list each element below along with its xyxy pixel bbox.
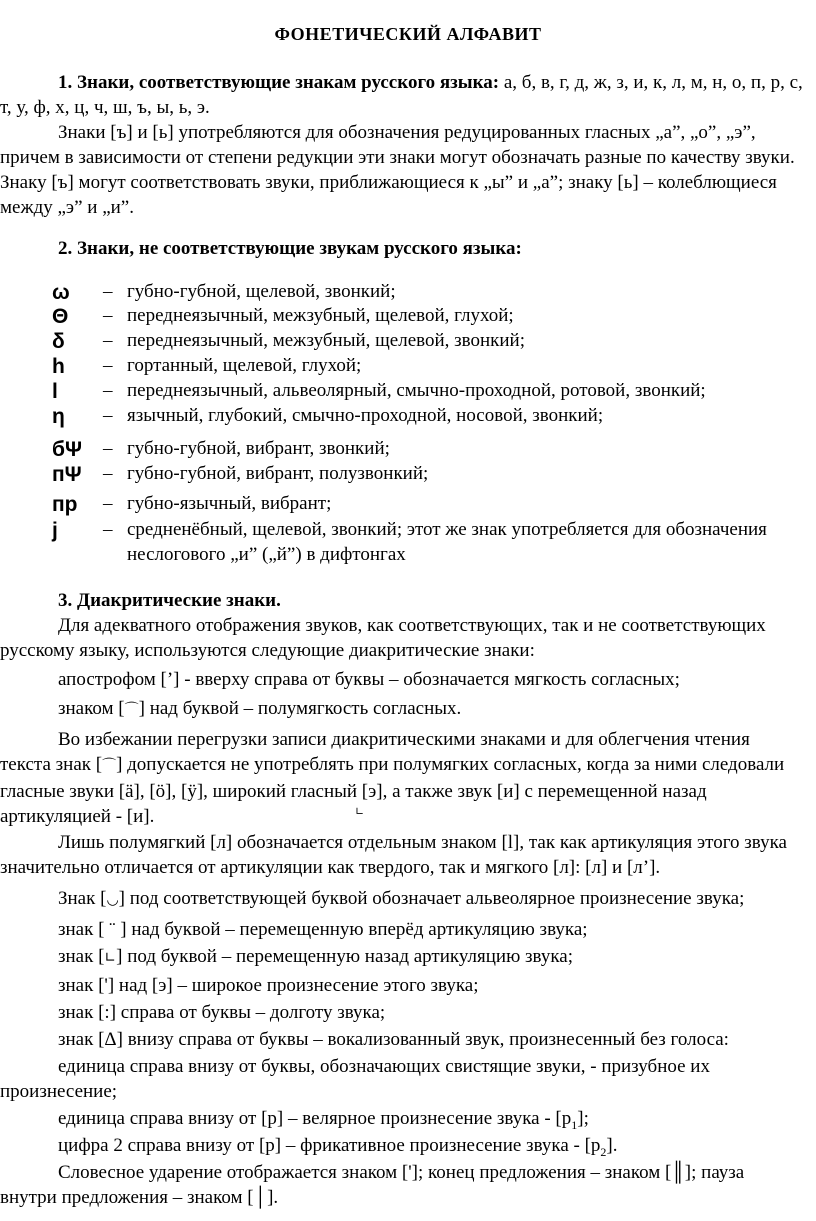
symbol-row (0, 517, 800, 567)
section-1-paragraph: Знаки [ъ] и [ь] употребляются для обозначения редуцированных гласных „а”, „о”, „э”, причем в зависимости от степени редукции эти знаки могут обозначать разные по качеству звуки. Знаку [ъ] могут соответствовать звуки, приближающиеся к „ы” и „а”; знаку [ь] – колеблющиеся между „э” и „и”. (0, 122, 795, 218)
phonetic-symbol: l (52, 380, 58, 403)
page-title: ФОНЕТИЧЕСКИЙ АЛФАВИТ (274, 24, 542, 44)
phonetic-symbol: пр (52, 493, 78, 516)
symbol-row (0, 403, 800, 428)
stress-paragraph: Словесное ударение отображается знаком [']; конец предложения – знаком [║]; пауза внутри предложения – знаком [│]. (0, 1162, 745, 1208)
phonetic-symbol: η (52, 405, 65, 428)
section-3 (0, 588, 805, 829)
semisoft-line (0, 696, 805, 723)
voiceless-line: знак [Δ] внизу справа от буквы – вокализованный звук, произнесенный без голоса: (58, 1029, 729, 1050)
symbol-row (0, 436, 800, 461)
symbol-row (0, 303, 800, 328)
long-line: знак [:] справа от буквы – долготу звука; (58, 1002, 386, 1023)
phonetic-symbol: пΨ (52, 463, 82, 486)
dash: – (103, 463, 113, 484)
retracted-mark: ∟ (355, 805, 365, 818)
section-2-heading: 2. Знаки, не соответствующие звукам русского языка: (58, 238, 522, 259)
section-1-first-paragraph (0, 70, 805, 120)
dash: – (103, 281, 113, 302)
symbol-row (0, 353, 800, 378)
dash: – (103, 305, 113, 326)
symbol-description: язычный, глубокий, смычно-проходной, носовой, звонкий; (127, 405, 604, 426)
phonetic-symbol: Θ (52, 305, 69, 328)
text-fragment: Во избежании перегрузки записи диакритическими знаками и для облегчения чтения текста знак [ (0, 729, 750, 775)
section-1-heading: 1. Знаки, соответствующие знакам русского языка: (58, 72, 500, 93)
symbol-row (0, 461, 800, 486)
section-3-intro: Для адекватного отображения звуков, как соответствующих, так и не соответствующих русскому языку, используются следующие диакритические знаки: (0, 615, 766, 661)
section-2-heading-block (0, 236, 805, 261)
dash: – (103, 493, 113, 514)
phonetic-symbol: j (52, 519, 58, 542)
section-1-letters: а, б, в, г, д, ж, з, и, к, л, м, н, о, п, р, с, т, у, ф, х, ц, ч, ш, ъ, ы, ь, э. (0, 72, 803, 118)
dash: – (103, 380, 113, 401)
text-fragment: знак [ (58, 946, 105, 967)
text-fragment: ]; (577, 1108, 589, 1129)
alveolar-paragraph (0, 886, 805, 913)
back-line (0, 944, 805, 971)
dash: – (103, 405, 113, 426)
section-3-continued (0, 830, 805, 1210)
section-1 (0, 70, 805, 220)
text-fragment: знаком [ (58, 698, 125, 719)
lateral-paragraph: Лишь полумягкий [л] обозначается отдельным знаком [l], так как артикуляция этого звука значительно отличается от артикуляции как твердого, так и мягкого [л]: [л] и [л’]. (0, 832, 787, 878)
symbol-row (0, 279, 800, 304)
text-fragment: ] под соответствующей буквой обозначает альвеолярное произнесение звука; (118, 888, 745, 909)
text-fragment: Знак [ (58, 888, 107, 909)
symbol-description: средненёбный, щелевой, звонкий; этот же знак употребляется для обозначения неслогового „и” („й”) в дифтонгах (127, 519, 767, 565)
whistle-paragraph: единица справа внизу от буквы, обозначающих свистящие звуки, - призубное их произнесение; (0, 1056, 710, 1102)
symbol-description: переднеязычный, межзубный, щелевой, звонкий; (127, 330, 526, 351)
symbol-row (0, 378, 800, 403)
text-fragment: ]. (606, 1135, 618, 1156)
subscript: 1 (571, 1117, 578, 1132)
dash: – (103, 438, 113, 459)
phonetic-symbol: ω (52, 281, 70, 304)
avoid-paragraph (0, 727, 805, 829)
symbol-description: губно-язычный, вибрант; (127, 493, 332, 514)
symbol-description: губно-губной, щелевой, звонкий; (127, 281, 396, 302)
wide-line: знак ['] над [э] – широкое произнесение этого звука; (58, 975, 479, 996)
text-fragment: единица справа внизу от [р] – велярное произнесение звука - [р (58, 1108, 572, 1129)
text-fragment: цифра 2 справа внизу от [р] – фрикативное произнесение звука - [р (58, 1135, 601, 1156)
symbol-row (0, 491, 800, 516)
symbol-description: переднеязычный, межзубный, щелевой, глухой; (127, 305, 514, 326)
text-fragment: ] под буквой – перемещенную назад артикуляцию звука; (116, 946, 574, 967)
symbol-description: губно-губной, вибрант, звонкий; (127, 438, 390, 459)
subscript: 2 (600, 1144, 607, 1159)
phonetic-symbol: h (52, 355, 65, 378)
symbol-description: губно-губной, вибрант, полузвонкий; (127, 463, 429, 484)
dash: – (103, 330, 113, 351)
velar-line (0, 1106, 805, 1131)
text-fragment: ] допускается не употреблять при полумягких согласных, когда за ними следовали гласные звуки [ä], [ö], [ÿ], широкий гласный [э], а также звук [и] с перемещенной назад артикуляцией - [и]. (0, 754, 785, 827)
fricative-line (0, 1133, 805, 1158)
breve-mark: ◡ (106, 892, 119, 908)
forward-line: знак [ ¨ ] над буквой – перемещенную вперёд артикуляцию звука; (58, 919, 588, 940)
apostrophe-line: апострофом [’] - вверху справа от буквы – обозначается мягкость согласных; (58, 669, 680, 690)
phonetic-symbol: δ (52, 330, 65, 353)
phonetic-symbol: бΨ (52, 438, 82, 461)
symbol-description: гортанный, щелевой, глухой; (127, 355, 362, 376)
corner-mark: ∟ (104, 950, 117, 966)
arc-mark: ⌒ (124, 702, 139, 718)
symbol-row (0, 328, 800, 353)
symbol-description: переднеязычный, альвеолярный, смычно-проходной, ротовой, звонкий; (127, 380, 706, 401)
arc-mark: ⌒ (102, 758, 117, 774)
dash: – (103, 519, 113, 540)
dash: – (103, 355, 113, 376)
text-fragment: ] над буквой – полумягкость согласных. (138, 698, 462, 719)
section-3-heading: 3. Диакритические знаки. (58, 590, 281, 611)
